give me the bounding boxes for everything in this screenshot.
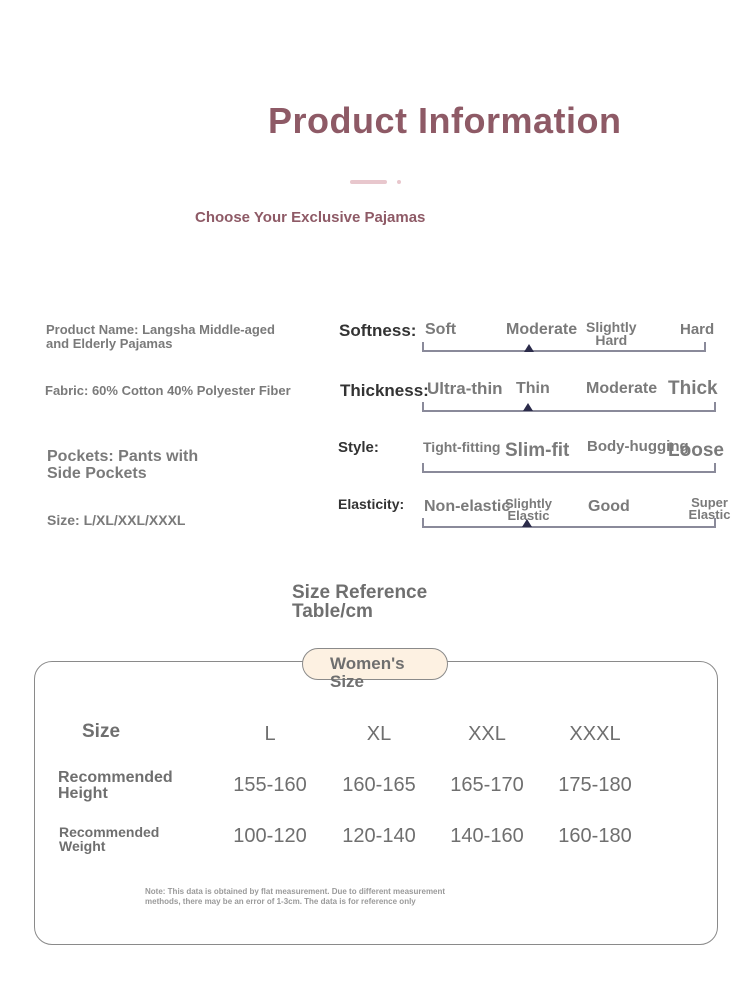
softness-option: Moderate bbox=[506, 321, 578, 338]
product-name: Product Name: Langsha Middle-aged and Elderly Pajamas bbox=[46, 322, 275, 351]
size-header-cell: L bbox=[264, 723, 276, 745]
elasticity-marker-icon bbox=[522, 519, 532, 527]
weight-cell: 100-120 bbox=[233, 825, 307, 847]
title-underline-dot bbox=[397, 180, 401, 184]
measurement-note: Note: This data is obtained by flat measurement. Due to different measurement methods, there may be an error of 1-3cm. The data is for reference only bbox=[145, 887, 446, 906]
product-pockets: Pockets: Pants with Side Pockets bbox=[47, 448, 199, 482]
elasticity-scale bbox=[422, 518, 716, 528]
size-header-cell: XXXL bbox=[569, 723, 621, 745]
page-subtitle: Choose Your Exclusive Pajamas bbox=[195, 209, 426, 226]
softness-label: Softness: bbox=[339, 321, 417, 340]
elasticity-label: Elasticity: bbox=[338, 496, 405, 512]
thickness-scale bbox=[422, 402, 716, 412]
height-cell: 155-160 bbox=[233, 774, 307, 796]
elasticity-option: Super Elastic bbox=[688, 495, 731, 523]
weight-cell: 120-140 bbox=[342, 825, 416, 847]
row-label-size: Size bbox=[82, 721, 121, 742]
height-cell: 165-170 bbox=[450, 774, 524, 796]
elasticity-option: Slightly Elastic bbox=[505, 496, 552, 524]
thickness-option: Ultra-thin bbox=[427, 379, 503, 398]
size-reference-heading: Size Reference Table/cm bbox=[292, 582, 428, 622]
height-cell: 175-180 bbox=[558, 774, 632, 796]
title-underline-dash bbox=[350, 180, 387, 184]
product-size: Size: L/XL/XXL/XXXL bbox=[47, 512, 186, 528]
womens-size-badge-label: Women's Size bbox=[330, 654, 405, 691]
row-label-weight: Recommended Weight bbox=[59, 824, 160, 854]
weight-cell: 140-160 bbox=[450, 825, 524, 847]
product-fabric: Fabric: 60% Cotton 40% Polyester Fiber bbox=[45, 383, 291, 398]
thickness-option: Thin bbox=[516, 380, 550, 397]
size-header-cell: XL bbox=[366, 723, 392, 745]
style-scale bbox=[422, 463, 716, 473]
elasticity-option: Non-elastic bbox=[424, 498, 511, 515]
thickness-option: Moderate bbox=[586, 380, 658, 397]
elasticity-option: Good bbox=[588, 498, 630, 515]
thickness-marker-icon bbox=[523, 403, 533, 411]
softness-scale bbox=[422, 342, 706, 352]
row-label-height: Recommended Height bbox=[58, 769, 173, 802]
softness-option: Slightly Hard bbox=[586, 319, 637, 349]
style-option: Tight-fitting bbox=[423, 439, 501, 455]
style-option: Body-hugging bbox=[587, 438, 689, 455]
softness-option: Soft bbox=[425, 321, 457, 338]
thickness-label: Thickness: bbox=[340, 381, 429, 400]
size-header-cell: XXL bbox=[468, 723, 506, 745]
height-cell: 160-165 bbox=[342, 774, 416, 796]
style-label: Style: bbox=[338, 439, 379, 456]
page-title: Product Information bbox=[268, 100, 622, 141]
thickness-option: Thick bbox=[668, 378, 718, 399]
weight-cell: 160-180 bbox=[558, 825, 632, 847]
style-option: Slim-fit bbox=[505, 440, 570, 461]
style-option: Loose bbox=[668, 440, 724, 461]
softness-marker-icon bbox=[524, 344, 534, 352]
softness-option: Hard bbox=[680, 321, 715, 338]
